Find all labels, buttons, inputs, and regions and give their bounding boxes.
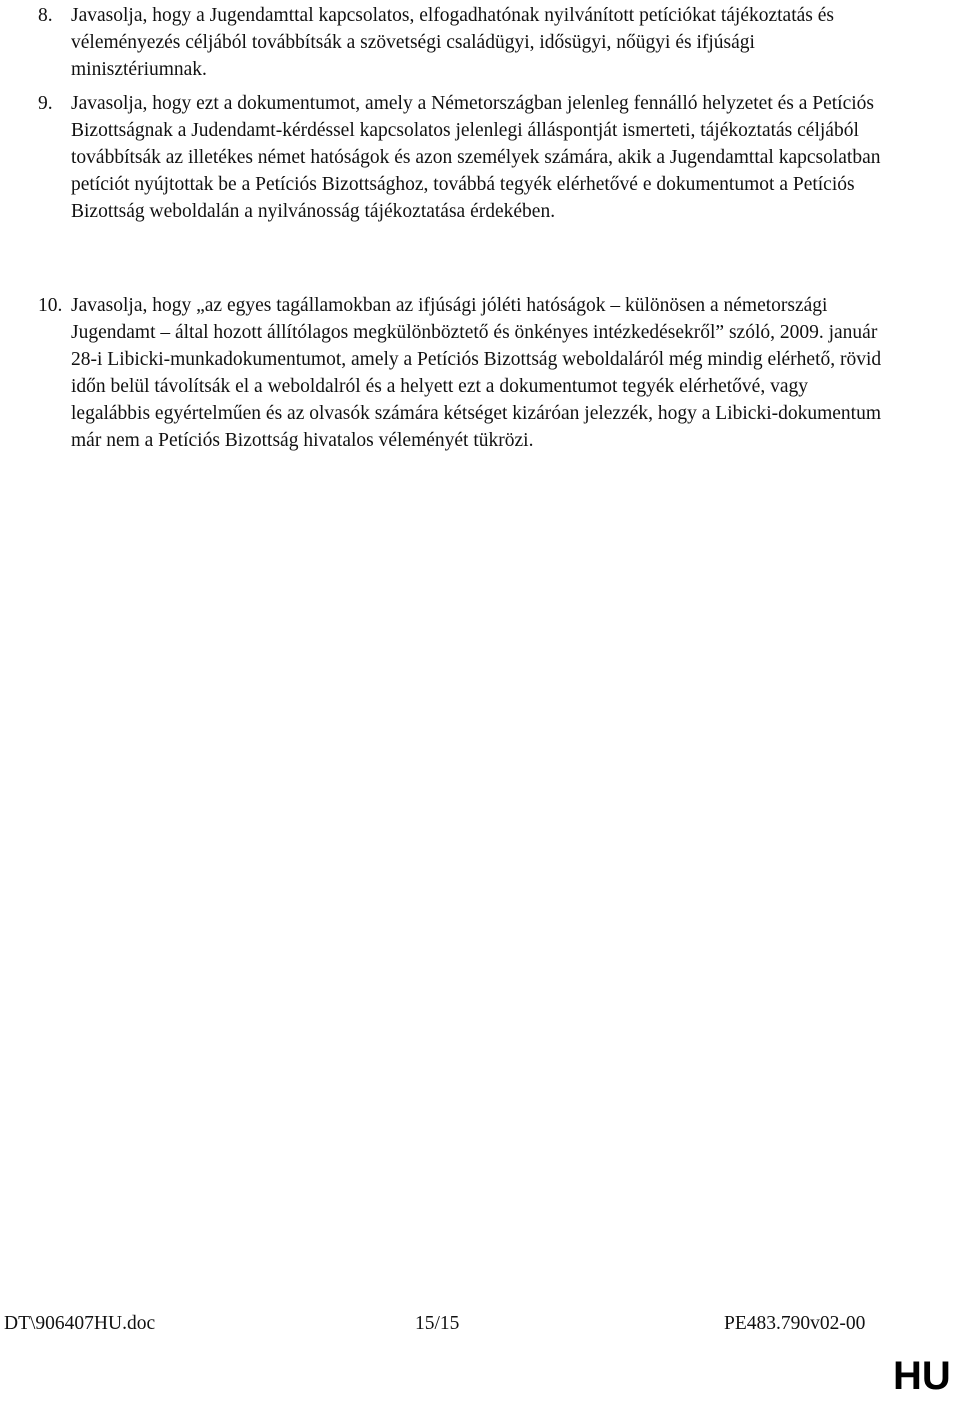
- document-reference: DT\906407HU.doc: [4, 1313, 156, 1334]
- item-number: 9.: [38, 93, 53, 114]
- page-number: 15/15: [415, 1313, 460, 1334]
- item-text: Javasolja, hogy „az egyes tagállamokban az ifjúsági jóléti hatóságok – különösen a németországi Jugendamt – által hozott állítólagos megkülönböztető és önkényes intézkedésekről” szóló, 2009. január 28-i Libicki-munkadokumentumot, amely a Petíciós Bizottság weboldaláról még mindig elérhető, rövid időn belül távolítsák el a weboldalról és a helyett ezt a dokumentumot tegyék elérhetővé, vagy legalábbis egyértelműen és az olvasók számára kétséget kizáróan jelezzék, hogy a Libicki-dokumentum már nem a Petíciós Bizottság hivatalos véleményét tükrözi.: [71, 295, 882, 451]
- pe-reference: PE483.790v02-00: [724, 1313, 866, 1334]
- item-number: 8.: [38, 5, 53, 26]
- language-code: HU: [893, 1354, 951, 1398]
- item-text: Javasolja, hogy a Jugendamttal kapcsolatos, elfogadhatónak nyilvánított petíciókat tájékoztatás és véleményezés céljából továbbítsák a szövetségi családügyi, idősügyi, nőügyi és ifjúsági minisztériumnak.: [71, 5, 834, 80]
- item-text: Javasolja, hogy ezt a dokumentumot, amely a Németországban jelenleg fennálló helyzetet és a Petíciós Bizottságnak a Judendamt-kérdéssel kapcsolatos jelenlegi álláspontját ismerteti, tájékoztatás céljából továbbítsák az illetékes német hatóságok és azon személyek számára, akik a Jugendamttal kapcsolatban petíciót nyújtottak be a Petíciós Bizottsághoz, továbbá tegyék elérhetővé e dokumentumot a Petíciós Bizottság weboldalán a nyilvánosság tájékoztatása érdekében.: [71, 93, 881, 222]
- page-footer: [0, 1313, 960, 1343]
- item-number: 10.: [38, 295, 63, 316]
